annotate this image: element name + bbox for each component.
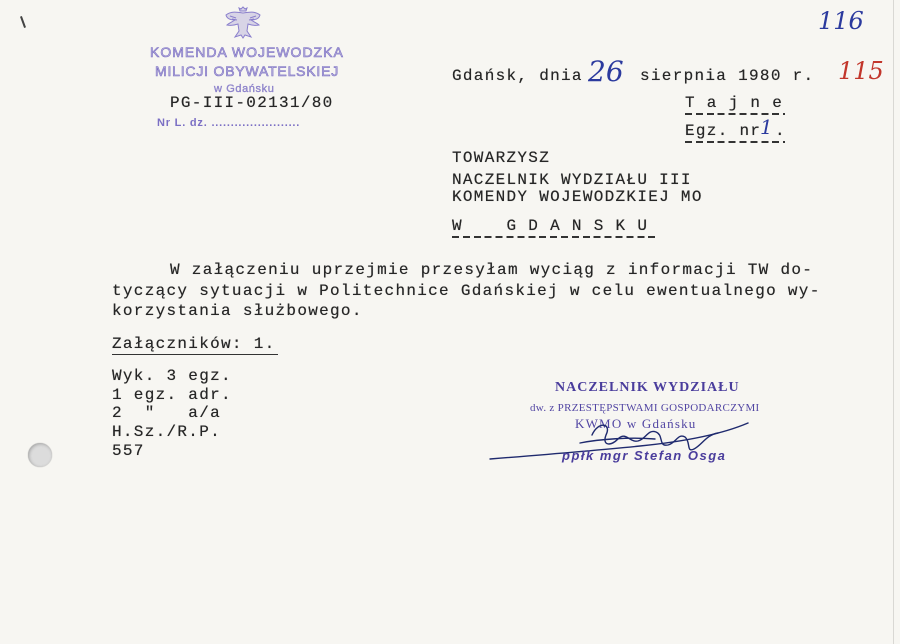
header-stamp-line1: KOMENDA WOJEWODZKA bbox=[150, 44, 344, 60]
distribution-item: Wyk. 3 egz. bbox=[112, 367, 232, 385]
copy-number-underline bbox=[685, 141, 785, 143]
scan-edge bbox=[893, 0, 894, 644]
signatory-name: ppłk mgr Stefan Osga bbox=[562, 448, 727, 463]
reference-number: PG-III-02131/80 bbox=[170, 94, 334, 112]
signature-stamp-department: dw. z PRZESTĘPSTWAMI GOSPODARCZYMI bbox=[530, 402, 760, 414]
distribution-item: 1 egz. adr. bbox=[112, 386, 232, 404]
attachments-underline bbox=[112, 354, 278, 355]
date-day-handwritten: 26 bbox=[588, 55, 624, 88]
copy-number-suffix: . bbox=[775, 122, 786, 140]
header-stamp-line3: w Gdańsku bbox=[214, 83, 275, 95]
addressee-line: TOWARZYSZ bbox=[452, 149, 551, 167]
date-prefix: Gdańsk, dnia bbox=[452, 67, 583, 85]
signature-stamp-unit: KWMO w Gdańsku bbox=[575, 416, 697, 431]
archive-number-blue: 116 bbox=[818, 7, 864, 35]
distribution-item: 2 " a/a bbox=[112, 404, 222, 422]
register-number-stamp: Nr L. dz. ....................... bbox=[157, 117, 301, 129]
archive-number-red: 115 bbox=[838, 57, 884, 85]
body-line: korzystania służbowego. bbox=[112, 302, 363, 320]
addressee-city-underline bbox=[452, 236, 656, 238]
copy-number-handwritten: 1 bbox=[760, 115, 773, 139]
signature-stamp-title: NACZELNIK WYDZIAŁU bbox=[555, 380, 740, 395]
distribution-item: H.Sz./R.P. bbox=[112, 423, 222, 441]
body-line: tyczący sytuacji w Politechnice Gdańskiej w celu ewentualnego wy- bbox=[112, 282, 821, 300]
distribution-item: 557 bbox=[112, 442, 145, 460]
body-line: W załączeniu uprzejmie przesyłam wyciąg z informacji TW do- bbox=[170, 261, 814, 279]
copy-number-prefix: Egz. nr bbox=[685, 122, 762, 140]
punch-hole bbox=[28, 443, 52, 467]
classification-label: T a j n e bbox=[685, 94, 784, 112]
addressee-city: W G D A N S K U bbox=[452, 217, 649, 235]
addressee-line: KOMENDY WOJEWODZKIEJ MO bbox=[452, 188, 703, 206]
header-stamp-line2: MILICJI OBYWATELSKIEJ bbox=[155, 63, 340, 79]
scan-mark bbox=[20, 16, 26, 28]
addressee-line: NACZELNIK WYDZIAŁU III bbox=[452, 171, 692, 189]
attachments-count: Załączników: 1. bbox=[112, 335, 276, 353]
eagle-emblem-icon bbox=[222, 5, 264, 41]
date-suffix: sierpnia 1980 r. bbox=[640, 67, 815, 85]
